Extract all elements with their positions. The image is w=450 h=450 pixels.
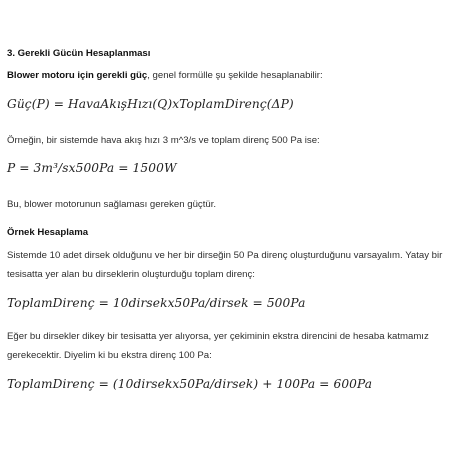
example-paragraph-2: Eğer bu dirsekler dikey bir tesisatta yer alıyorsa, yer çekiminin ekstra direncini de hesaba katmamız gerekecektir. Diyelim ki bu ekstra direnç 100 Pa: — [7, 331, 429, 361]
formula-example: P = 3m³/sx500Pa = 1500W — [7, 161, 177, 175]
intro-paragraph — [7, 69, 323, 82]
example-paragraph-1: Sistemde 10 adet dirsek olduğunu ve her bir dirseğin 50 Pa direnç oluşturduğunu varsayalım. Yatay bir tesisatta yer alan bu dirseklerin oluşturduğu toplam direnç: — [7, 250, 443, 280]
example-text: Örneğin, bir sistemde hava akış hızı 3 m^3/s ve toplam direnç 500 Pa ise: — [7, 135, 320, 146]
example-heading: Örnek Hesaplama — [7, 227, 89, 238]
formula-total-resistance-1: ToplamDirenç = 10dirsekx50Pa/dirsek = 500Pa — [7, 296, 306, 310]
intro-bold-text: Blower motoru için gerekli güç — [7, 70, 148, 81]
conclusion-text: Bu, blower motorunun sağlaması gereken güçtür. — [7, 199, 217, 210]
formula-general: Güç(P) = HavaAkışHızı(Q)xToplamDirenç(ΔP) — [7, 97, 294, 111]
formula-total-resistance-2: ToplamDirenç = (10dirsekx50Pa/dirsek) + 100Pa = 600Pa — [7, 377, 373, 391]
intro-rest-text: , genel formülle şu şekilde hesaplanabilir: — [147, 70, 323, 81]
section-heading: 3. Gerekli Gücün Hesaplanması — [7, 48, 151, 59]
